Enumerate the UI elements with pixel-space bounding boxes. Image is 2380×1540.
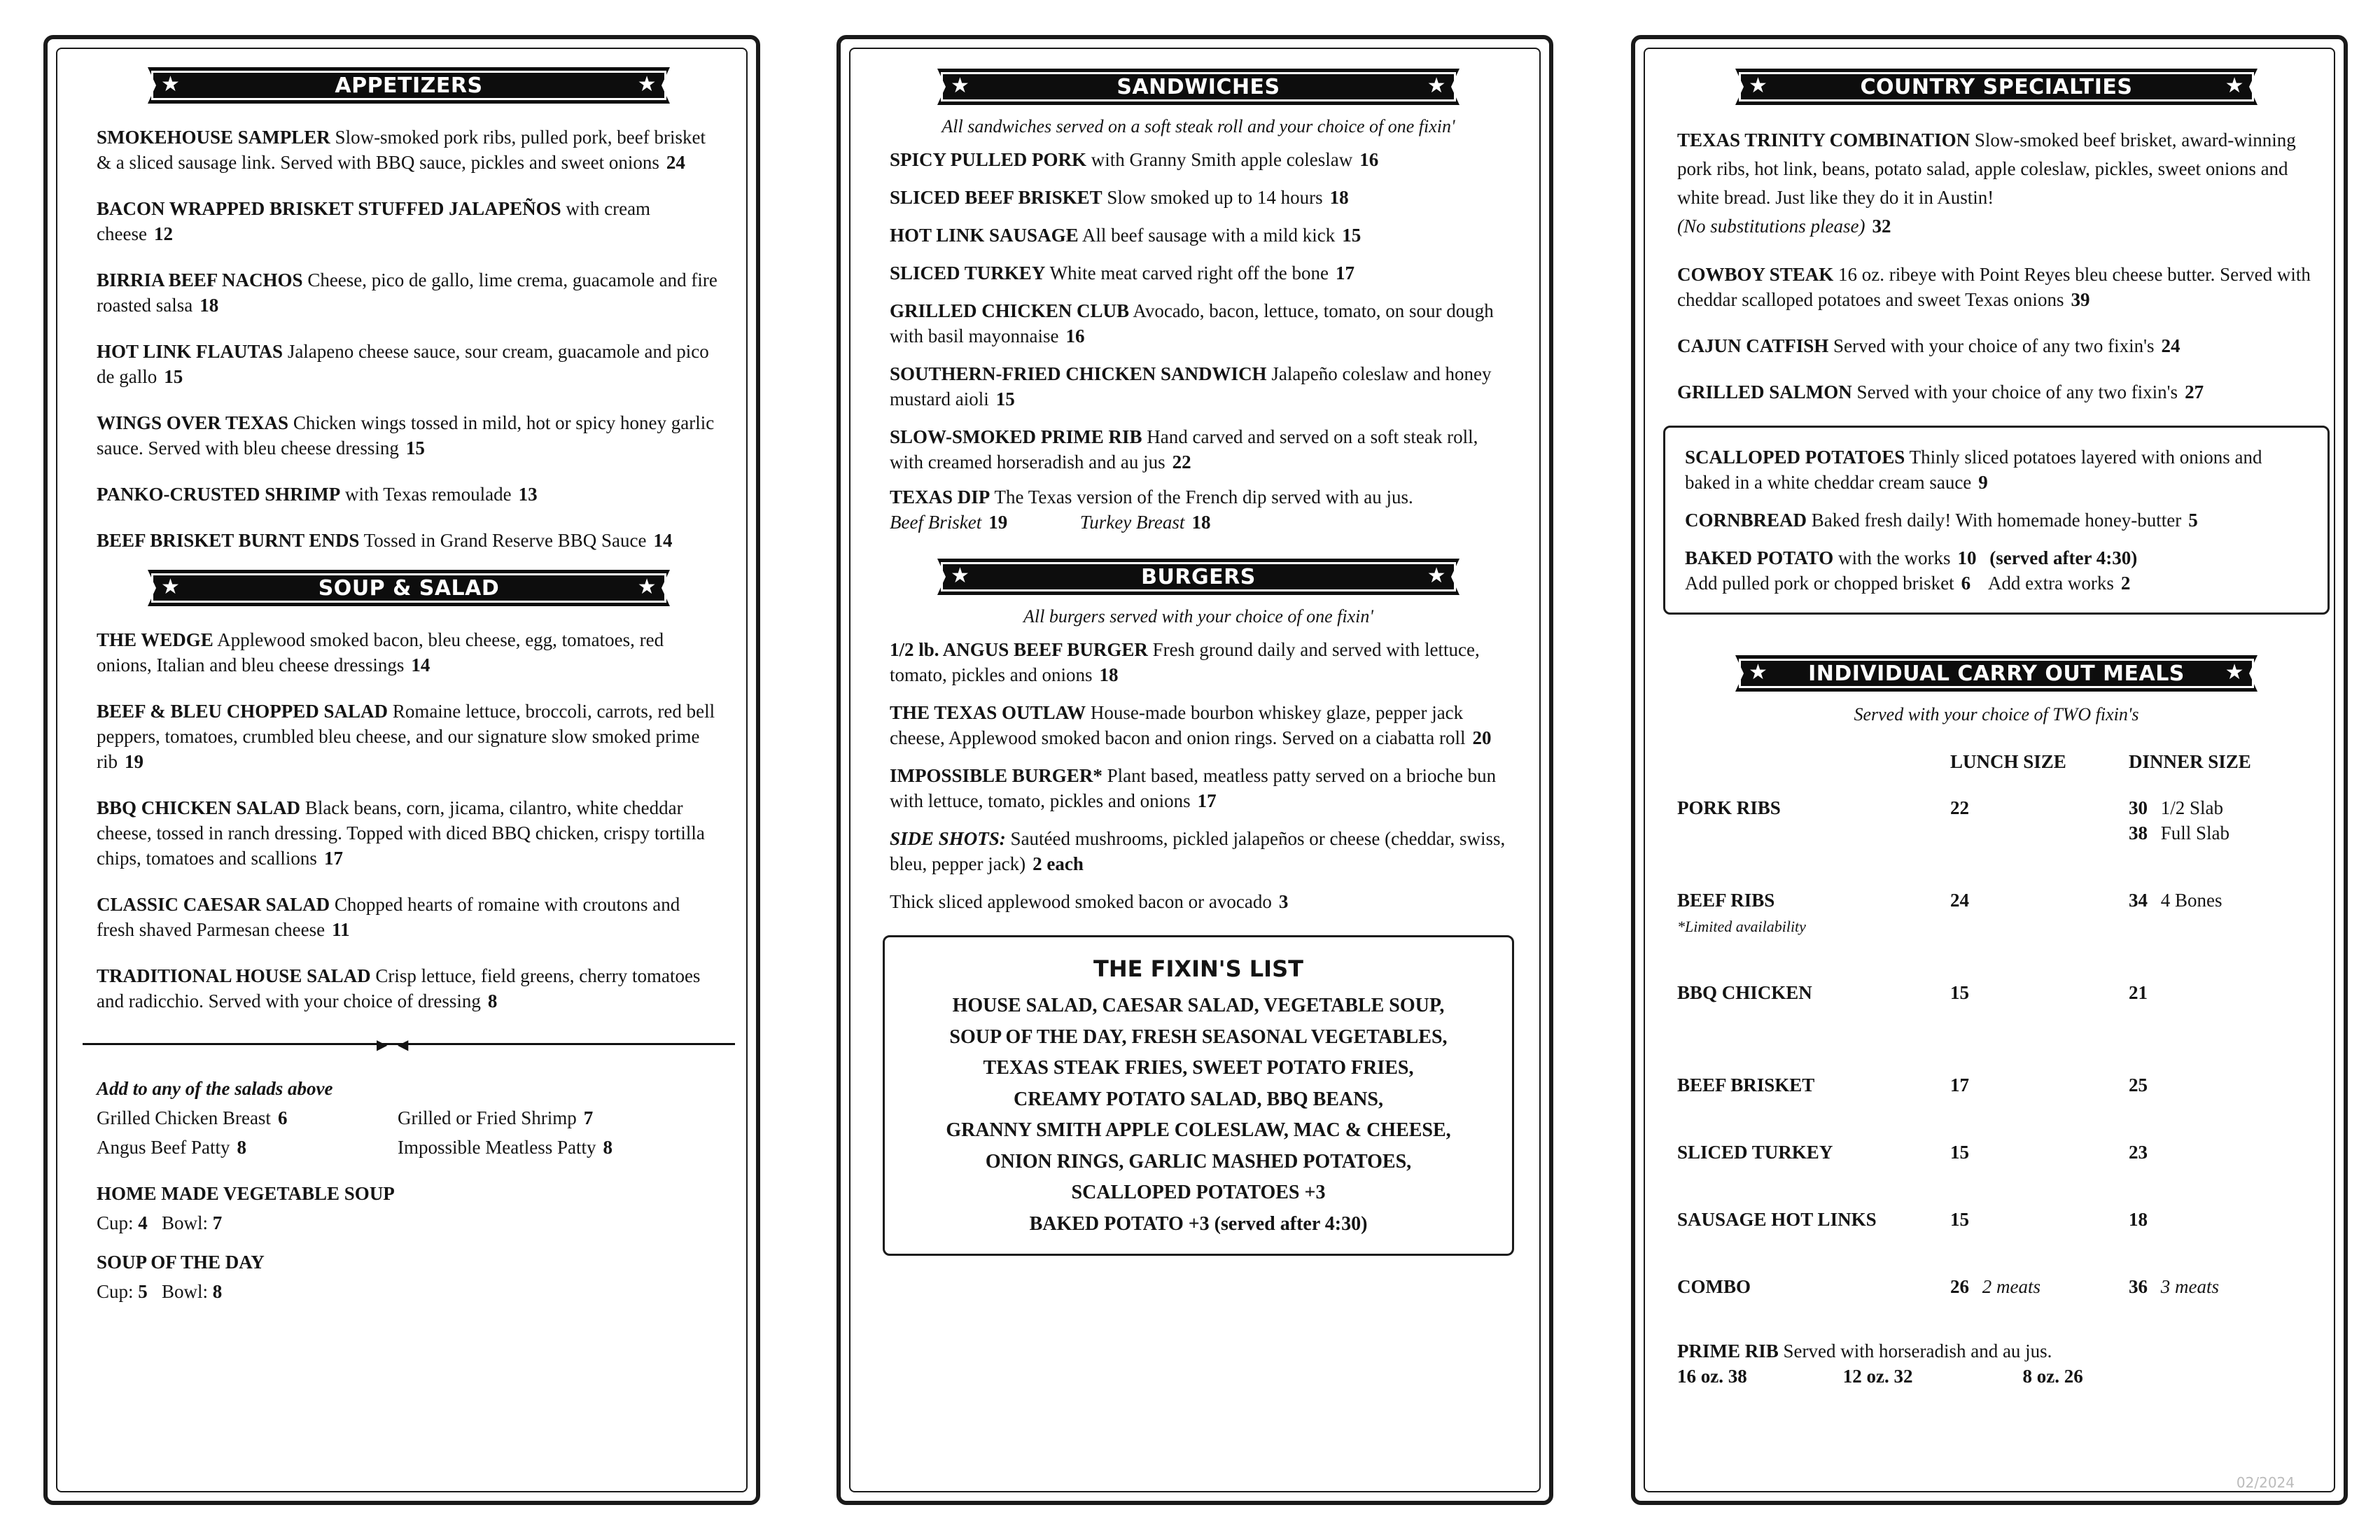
menu-item [890, 361, 1507, 412]
carryout-row-lunch: 15 [1950, 1209, 1969, 1230]
menu-item [97, 410, 721, 461]
item-price: 15 [995, 388, 1015, 410]
item-description: Baked fresh daily! With homemade honey-butter [1811, 510, 2182, 531]
menu-item [97, 267, 721, 318]
carryout-row-dinner: 34 4 Bones [2129, 890, 2222, 911]
item-price: 13 [518, 484, 538, 505]
appetizers-list [97, 125, 721, 553]
carryout-title: INDIVIDUAL CARRY OUT MEALS [1808, 661, 2185, 686]
star-icon: ★ [1427, 74, 1446, 98]
fixin-line: SCALLOPED POTATOES +3 [1071, 1182, 1326, 1203]
carryout-row-dinner: 36 3 meats [2129, 1276, 2219, 1297]
carryout-row-lunch: 24 [1950, 890, 1969, 911]
item-price: 27 [2185, 382, 2204, 402]
carryout-row-dinner: 18 [2129, 1209, 2148, 1230]
menu-item [890, 185, 1507, 210]
menu-item [97, 699, 721, 774]
item-name: BEEF & BLEU CHOPPED SALAD [97, 701, 388, 722]
item-name: SLOW-SMOKED PRIME RIB [890, 426, 1142, 447]
item-description: White meat carved right off the bone [1049, 262, 1329, 284]
appetizers-banner [148, 67, 670, 104]
col-header-dinner: DINNER SIZE [2129, 751, 2251, 772]
sides-list [1685, 444, 2308, 533]
sandwiches-note: All sandwiches served on a soft steak roll and your choice of one fixin' [941, 116, 1455, 136]
item-price: 12 [153, 223, 173, 244]
item-price: 11 [332, 919, 350, 940]
appetizers-title: APPETIZERS [335, 73, 483, 98]
menu-item [97, 528, 721, 553]
item-price: 19 [125, 751, 144, 772]
ornamental-divider: ▶ ◀ [83, 1042, 735, 1046]
item-price: 20 [1472, 727, 1492, 748]
item-name: BIRRIA BEEF NACHOS [97, 270, 303, 290]
item-description: House-made bourbon whiskey glaze, pepper jack cheese, Applewood smoked bacon and onion rings. Served on a ciabatta roll [890, 702, 1466, 748]
star-icon: ★ [637, 72, 657, 97]
country-list [1677, 262, 2316, 405]
carryout-row-name: COMBO [1677, 1276, 1751, 1297]
item-description: Fresh ground daily and served with lettuce, tomato, pickles and onions [890, 639, 1480, 685]
menu-item [890, 223, 1507, 248]
item-name: GRILLED CHICKEN CLUB [890, 300, 1130, 321]
item-price: 18 [1329, 187, 1349, 208]
carryout-row-dinner: 21 [2129, 982, 2148, 1003]
fixin-line: SOUP OF THE DAY, FRESH SEASONAL VEGETABLES, [949, 1026, 1448, 1048]
menu-item [1685, 444, 2308, 495]
menu-item [1677, 262, 2316, 312]
star-icon: ★ [161, 72, 181, 97]
carryout-row-name: PORK RIBS [1677, 797, 1781, 818]
item-price: 22 [1172, 451, 1191, 472]
star-icon: ★ [951, 74, 970, 98]
carryout-row-dinner: 30 1/2 Slab 38 Full Slab [2129, 797, 2230, 844]
side-shots-item: SIDE SHOTS: Sautéed mushrooms, pickled jalapeños or cheese (cheddar, swiss, bleu, pepper jack) 2 each [890, 828, 1506, 874]
menu-item [1677, 333, 2316, 358]
star-icon: ★ [161, 575, 181, 599]
fixins-title: THE FIXIN'S LIST [1093, 955, 1303, 982]
soup-salad-title: SOUP & SALAD [318, 575, 500, 601]
item-description: with Texas remoulade [345, 484, 512, 505]
carryout-row-lunch: 26 2 meats [1950, 1276, 2040, 1297]
item-description: Cheese, pico de gallo, lime crema, guacamole and fire roasted salsa [97, 270, 718, 316]
menu-item [890, 637, 1507, 687]
extras-item: Thick sliced applewood smoked bacon or avocado 3 [890, 891, 1289, 912]
item-price: 15 [405, 438, 425, 458]
item-name: HOT LINK FLAUTAS [97, 341, 284, 362]
item-description: Chicken wings tossed in mild, hot or spicy honey garlic sauce. Served with bleu cheese dressing [97, 412, 715, 458]
item-price: 15 [1342, 225, 1362, 246]
prime-rib-item: PRIME RIB Served with horseradish and au jus. 16 oz. 38 12 oz. 32 8 oz. 26 [1677, 1340, 2083, 1387]
addon-item: Grilled Chicken Breast 6 [97, 1107, 288, 1128]
item-description: Slow-smoked pork ribs, pulled pork, beef brisket & a sliced sausage link. Served with BBQ sauce, pickles and sweet onions [97, 127, 706, 173]
menu-item [890, 147, 1507, 172]
addon-item: Impossible Meatless Patty 8 [398, 1137, 612, 1158]
carryout-row-dinner: 23 [2129, 1142, 2148, 1163]
baked-potato-item: BAKED POTATO with the works 10 (served after 4:30) Add pulled pork or chopped brisket 6 Add extra works 2 [1685, 547, 2138, 594]
carryout-row-lunch: 17 [1950, 1074, 1969, 1096]
soup-salad-banner [148, 570, 670, 606]
addon-item: Angus Beef Patty 8 [97, 1137, 246, 1158]
veg-soup-name: HOME MADE VEGETABLE SOUP [97, 1183, 395, 1204]
fixin-line: GRANNY SMITH APPLE COLESLAW, MAC & CHEESE, [946, 1119, 1451, 1141]
item-price: 18 [200, 295, 219, 316]
item-price: 16 [1065, 326, 1085, 346]
item-price: 24 [666, 152, 685, 173]
item-name: 1/2 lb. ANGUS BEEF BURGER [890, 639, 1148, 660]
menu-item [97, 339, 721, 389]
country-banner [1735, 69, 2258, 105]
item-price: 17 [323, 848, 343, 869]
menu-item [97, 892, 721, 942]
item-description: Jalapeno cheese sauce, sour cream, guacamole and pico de gallo [97, 341, 709, 387]
item-price: 5 [2188, 510, 2198, 531]
item-description: All beef sausage with a mild kick [1082, 225, 1336, 246]
item-price: 17 [1335, 262, 1354, 284]
item-name: CAJUN CATFISH [1677, 335, 1829, 356]
item-price: 17 [1197, 790, 1217, 811]
carryout-note: Served with your choice of TWO fixin's [1854, 704, 2139, 724]
menu-item [890, 700, 1507, 750]
menu-item [1685, 507, 2308, 533]
burgers-banner [937, 559, 1460, 595]
menu-item [97, 795, 721, 871]
veg-soup-prices: Cup: 4 Bowl: 7 [97, 1212, 223, 1233]
item-name: GRILLED SALMON [1677, 382, 1852, 402]
addons-title: Add to any of the salads above [97, 1078, 333, 1099]
sandwiches-banner [937, 69, 1460, 105]
item-name: SMOKEHOUSE SAMPLER [97, 127, 330, 148]
burgers-title: BURGERS [1141, 564, 1256, 589]
star-icon: ★ [2225, 74, 2244, 98]
carryout-row-lunch: 15 [1950, 982, 1969, 1003]
item-description: Crisp lettuce, field greens, cherry tomatoes and radicchio. Served with your choice of dressing [97, 965, 701, 1011]
menu-item [890, 298, 1507, 349]
menu-item [97, 482, 721, 507]
fixin-line: TEXAS STEAK FRIES, SWEET POTATO FRIES, [983, 1057, 1414, 1079]
item-price: 39 [2071, 289, 2090, 310]
item-price: 9 [1978, 472, 1988, 493]
menu-panel-right [1631, 35, 2348, 1505]
item-name: BEEF BRISKET BURNT ENDS [97, 530, 360, 551]
texas-trinity-item: TEXAS TRINITY COMBINATION Slow-smoked beef brisket, award-winning pork ribs, hot link, beans, potato salad, apple coleslaw, pickles, sweet onions and white bread. Just like they do it in Austin! (No substitutions please) 32 [1677, 130, 2296, 237]
item-description: Tossed in Grand Reserve BBQ Sauce [363, 530, 647, 551]
item-name: SLICED TURKEY [890, 262, 1046, 284]
fixin-line: HOUSE SALAD, CAESAR SALAD, VEGETABLE SOUP, [952, 995, 1445, 1016]
star-icon: ★ [1427, 564, 1446, 588]
item-name: IMPOSSIBLE BURGER* [890, 765, 1102, 786]
item-name: COWBOY STEAK [1677, 264, 1834, 285]
item-description: Served with your choice of any two fixin's [1833, 335, 2155, 356]
col-header-lunch: LUNCH SIZE [1950, 751, 2066, 772]
carryout-row-name: SLICED TURKEY [1677, 1142, 1833, 1163]
carryout-row-name: SAUSAGE HOT LINKS [1677, 1209, 1877, 1230]
carryout-row-name: BBQ CHICKEN [1677, 982, 1812, 1003]
item-name: SPICY PULLED PORK [890, 149, 1087, 170]
menu-item [890, 424, 1507, 475]
menu-item [97, 125, 721, 175]
carryout-row-name: BEEF BRISKET [1677, 1074, 1815, 1096]
item-description: Romaine lettuce, broccoli, carrots, red bell peppers, tomatoes, crumbled bleu cheese, and our signature slow smoked prime rib [97, 701, 715, 772]
day-soup-name: SOUP OF THE DAY [97, 1252, 265, 1273]
item-description: Jalapeño coleslaw and honey mustard aioli [890, 363, 1492, 410]
carryout-row-lunch: 15 [1950, 1142, 1969, 1163]
star-icon: ★ [951, 564, 970, 588]
star-icon: ★ [1749, 660, 1768, 685]
menu-item [890, 260, 1507, 286]
item-price: 15 [164, 366, 183, 387]
item-description: Black beans, corn, jicama, cilantro, white cheddar cheese, tossed in ranch dressing. Topped with diced BBQ chicken, crispy tortilla chips, tomatoes and scallions [97, 797, 705, 869]
item-description: Plant based, meatless patty served on a brioche bun with lettuce, tomato, pickles and onions [890, 765, 1497, 811]
carryout-row-dinner: 25 [2129, 1074, 2148, 1096]
item-description: Avocado, bacon, lettuce, tomato, on sour dough with basil mayonnaise [890, 300, 1494, 346]
item-description: 16 oz. ribeye with Point Reyes bleu cheese butter. Served with cheddar scalloped potatoes and sweet Texas onions [1677, 264, 2311, 310]
item-name: BACON WRAPPED BRISKET STUFFED JALAPEÑOS [97, 198, 561, 219]
item-description: Hand carved and served on a soft steak roll, with creamed horseradish and au jus [890, 426, 1478, 472]
menu-item [97, 963, 721, 1014]
item-price: 16 [1359, 149, 1379, 170]
item-name: PANKO-CRUSTED SHRIMP [97, 484, 341, 505]
star-icon: ★ [2225, 660, 2244, 685]
carryout-banner [1735, 655, 2258, 692]
country-title: COUNTRY SPECIALTIES [1860, 74, 2133, 99]
item-price: 14 [653, 530, 673, 551]
fixin-line: CREAMY POTATO SALAD, BBQ BEANS, [1014, 1088, 1383, 1110]
item-name: SOUTHERN-FRIED CHICKEN SANDWICH [890, 363, 1267, 384]
star-icon: ★ [637, 575, 657, 599]
item-name: CORNBREAD [1685, 510, 1807, 531]
soup-salad-list [97, 627, 721, 1014]
item-price: 18 [1099, 664, 1119, 685]
carryout-table [1677, 749, 2316, 1338]
addon-item: Grilled or Fried Shrimp 7 [398, 1107, 594, 1128]
menu-item [97, 627, 721, 678]
print-code: 02/2024 [2236, 1474, 2295, 1491]
menu-item [1677, 379, 2316, 405]
item-price: 8 [487, 990, 498, 1011]
carryout-row-name: BEEF RIBS *Limited availability [1677, 890, 1806, 935]
col-header-blank [1677, 749, 1950, 795]
item-name: SLICED BEEF BRISKET [890, 187, 1102, 208]
sandwiches-title: SANDWICHES [1116, 74, 1280, 99]
star-icon: ★ [1749, 74, 1768, 98]
sandwiches-list [890, 147, 1507, 475]
fixin-line: BAKED POTATO +3 (served after 4:30) [1029, 1212, 1368, 1235]
menu-item [890, 763, 1507, 813]
item-name: SCALLOPED POTATOES [1685, 447, 1905, 468]
item-description: with Granny Smith apple coleslaw [1091, 149, 1353, 170]
fixin-line: ONION RINGS, GARLIC MASHED POTATOES, [985, 1150, 1412, 1172]
carryout-row-lunch: 22 [1950, 797, 1969, 818]
item-description: Slow smoked up to 14 hours [1107, 187, 1323, 208]
item-name: CLASSIC CAESAR SALAD [97, 894, 330, 915]
item-price: 24 [2161, 335, 2180, 356]
item-name: HOT LINK SAUSAGE [890, 225, 1079, 246]
item-name: TRADITIONAL HOUSE SALAD [97, 965, 371, 986]
item-name: THE TEXAS OUTLAW [890, 702, 1086, 723]
item-description: Chopped hearts of romaine with croutons and fresh shaved Parmesan cheese [97, 894, 680, 940]
sides-box [1663, 426, 2330, 615]
texas-dip-item: TEXAS DIP The Texas version of the French dip served with au jus. Beef Brisket 19 Turkey Breast 18 [890, 486, 1413, 533]
item-name: THE WEDGE [97, 629, 214, 650]
item-name: WINGS OVER TEXAS [97, 412, 289, 433]
day-soup-prices: Cup: 5 Bowl: 8 [97, 1281, 223, 1302]
burgers-note: All burgers served with your choice of one fixin' [1023, 606, 1373, 626]
item-name: BBQ CHICKEN SALAD [97, 797, 301, 818]
burgers-list [890, 637, 1507, 813]
item-price: 14 [411, 654, 430, 676]
item-description: with cream cheese [97, 198, 651, 244]
menu-panel-middle [836, 35, 1553, 1505]
item-description: Applewood smoked bacon, bleu cheese, egg, tomatoes, red onions, Italian and bleu cheese dressings [97, 629, 664, 676]
item-description: Thinly sliced potatoes layered with onions and baked in a white cheddar cream sauce [1685, 447, 2262, 493]
menu-item [97, 196, 721, 246]
fixins-list [899, 990, 1498, 1240]
menu-panel-left [43, 35, 760, 1505]
item-description: Served with your choice of any two fixin's [1856, 382, 2178, 402]
salad-addons [97, 1074, 721, 1306]
fixins-box [883, 935, 1514, 1256]
